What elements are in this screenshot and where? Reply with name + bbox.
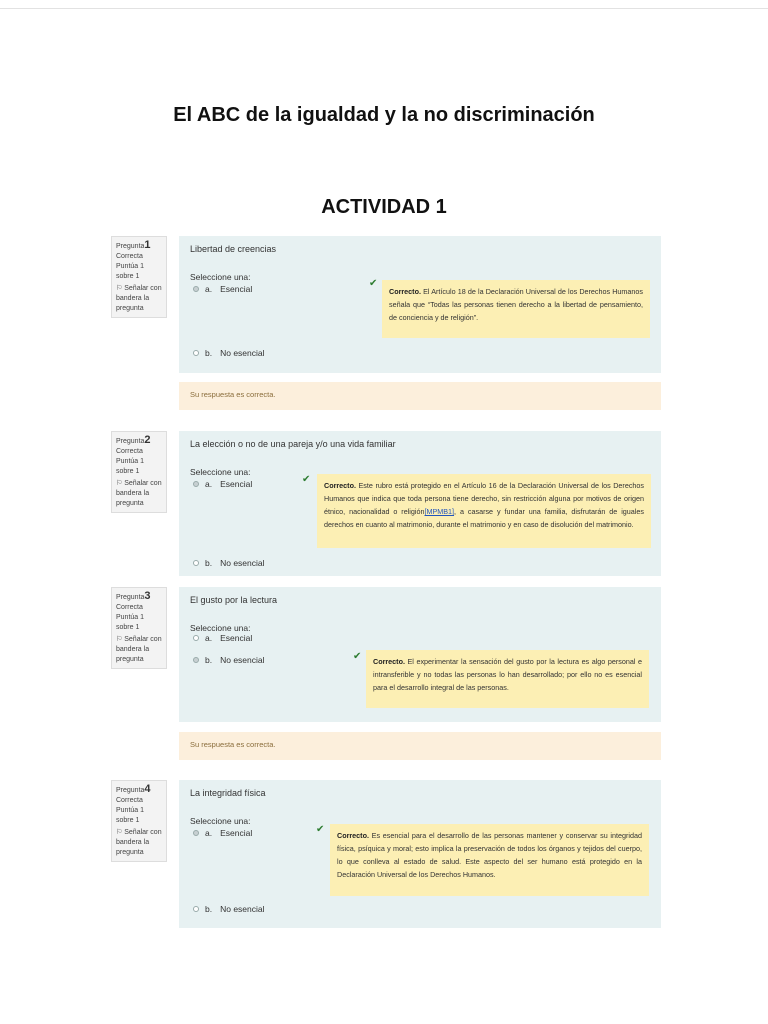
radio-icon[interactable]	[193, 560, 199, 566]
option-letter: b.	[205, 904, 213, 914]
feedback-text: El experimentar la sensación del gusto por la lectura es algo personal e intransferible y no todas las personas lo han desarrollado; por ello no es esencial para el desarrollo integral de las personas.	[373, 657, 642, 692]
flag-question-link[interactable]	[116, 828, 162, 858]
page-top-rule	[0, 8, 768, 9]
question-content-1	[179, 236, 661, 373]
question-number: 1	[144, 239, 151, 251]
check-icon: ✔	[302, 474, 311, 485]
option-text: Esencial	[220, 284, 253, 294]
document-title: El ABC de la igualdad y la no discriminación	[173, 104, 595, 126]
option-text: Esencial	[220, 828, 253, 838]
option-text: No esencial	[220, 558, 265, 568]
flag-icon: ⚐	[116, 285, 125, 292]
option-text: No esencial	[220, 904, 265, 914]
activity-title: ACTIVIDAD 1	[321, 196, 447, 218]
question-status: Correcta	[116, 448, 143, 455]
question-label: Pregunta	[116, 594, 145, 601]
answer-option-b[interactable]	[193, 348, 265, 358]
radio-icon[interactable]	[193, 286, 199, 292]
feedback-reference-link[interactable]: [MPMB1]	[424, 507, 455, 516]
option-letter: a.	[205, 633, 213, 643]
question-info-2	[111, 431, 167, 513]
option-letter: a.	[205, 479, 213, 489]
question-status: Correcta	[116, 253, 143, 260]
check-icon: ✔	[353, 651, 362, 662]
flag-label: Señalar con bandera la pregunta	[116, 829, 162, 856]
question-label: Pregunta	[116, 438, 145, 445]
feedback-lead: Correcto.	[337, 831, 369, 840]
select-prompt: Seleccione una:	[190, 467, 251, 477]
flag-label: Señalar con bandera la pregunta	[116, 636, 162, 663]
question-score: Puntúa 1 sobre 1	[116, 458, 145, 475]
question-info-3	[111, 587, 167, 669]
flag-icon: ⚐	[116, 480, 125, 487]
flag-question-link[interactable]	[116, 479, 162, 509]
feedback-lead: Correcto.	[324, 481, 356, 490]
flag-label: Señalar con bandera la pregunta	[116, 285, 162, 312]
radio-icon[interactable]	[193, 657, 199, 663]
question-text: Libertad de creencias	[190, 244, 277, 254]
answer-outcome-3: Su respuesta es correcta.	[179, 732, 661, 760]
flag-question-link[interactable]	[116, 284, 162, 314]
radio-icon[interactable]	[193, 481, 199, 487]
question-text: La elección o no de una pareja y/o una vida familiar	[190, 439, 396, 449]
option-text: No esencial	[220, 348, 265, 358]
question-content-2	[179, 431, 661, 576]
radio-icon[interactable]	[193, 635, 199, 641]
answer-option-a[interactable]	[193, 284, 252, 294]
flag-icon: ⚐	[116, 829, 125, 836]
feedback-text: El Artículo 18 de la Declaración Universal de los Derechos Humanos señala que “Todas las personas tienen derecho a la libertad de pensamiento, de conciencia y de religión”.	[389, 287, 643, 322]
answer-option-b[interactable]	[193, 558, 265, 568]
flag-label: Señalar con bandera la pregunta	[116, 480, 162, 507]
option-letter: b.	[205, 558, 213, 568]
answer-option-b[interactable]	[193, 904, 265, 914]
select-prompt: Seleccione una:	[190, 816, 251, 826]
feedback-text: Es esencial para el desarrollo de las personas mantener y conservar su integridad física, psíquica y moral; esto implica la preservación de todos los órganos y tejidos del cuerpo, lo que conlleva al estado de salud. Este aspecto del ser humano está protegido en la Declaración Universal de los Derechos Humanos.	[337, 831, 642, 879]
question-content-4	[179, 780, 661, 928]
answer-option-a[interactable]	[193, 633, 252, 643]
feedback-lead: Correcto.	[389, 287, 421, 296]
question-status: Correcta	[116, 797, 143, 804]
feedback-box	[366, 650, 649, 708]
check-icon: ✔	[369, 278, 378, 289]
question-text: El gusto por la lectura	[190, 595, 278, 605]
option-letter: b.	[205, 348, 213, 358]
check-icon: ✔	[316, 824, 325, 835]
radio-icon[interactable]	[193, 906, 199, 912]
question-score: Puntúa 1 sobre 1	[116, 807, 145, 824]
feedback-box	[330, 824, 649, 896]
question-content-3	[179, 587, 661, 722]
answer-option-a[interactable]	[193, 828, 252, 838]
option-letter: a.	[205, 284, 213, 294]
question-number: 2	[144, 434, 151, 446]
option-letter: b.	[205, 655, 213, 665]
radio-icon[interactable]	[193, 830, 199, 836]
feedback-box	[317, 474, 651, 548]
feedback-text: Este rubro está protegido en el Artículo 16 de la Declaración Universal de los Derechos Humanos que indica que toda persona tiene derecho, sin restricción alguna por motivos de origen étnico, nacionalidad o religión	[324, 481, 645, 516]
flag-icon: ⚐	[116, 636, 125, 643]
option-text: Esencial	[220, 479, 253, 489]
select-prompt: Seleccione una:	[190, 623, 251, 633]
flag-question-link[interactable]	[116, 635, 162, 665]
feedback-text-continued: , a casarse y fundar una familia, disfrutarán de iguales derechos en cuanto al matrimonio, durante el matrimonio y en caso de disolución del matrimonio.	[324, 507, 644, 529]
feedback-lead: Correcto.	[373, 657, 405, 666]
question-text: La integridad física	[190, 788, 266, 798]
question-label: Pregunta	[116, 787, 145, 794]
feedback-box	[382, 280, 650, 338]
select-prompt: Seleccione una:	[190, 272, 251, 282]
question-status: Correcta	[116, 604, 143, 611]
option-letter: a.	[205, 828, 213, 838]
question-label: Pregunta	[116, 243, 145, 250]
question-number: 3	[144, 590, 151, 602]
answer-option-a[interactable]	[193, 479, 252, 489]
question-info-1	[111, 236, 167, 318]
question-score: Puntúa 1 sobre 1	[116, 614, 145, 631]
question-score: Puntúa 1 sobre 1	[116, 263, 145, 280]
answer-outcome-1: Su respuesta es correcta.	[179, 382, 661, 410]
option-text: Esencial	[220, 633, 253, 643]
question-info-4	[111, 780, 167, 862]
option-text: No esencial	[220, 655, 265, 665]
radio-icon[interactable]	[193, 350, 199, 356]
answer-option-b[interactable]	[193, 655, 265, 665]
question-number: 4	[144, 783, 151, 795]
